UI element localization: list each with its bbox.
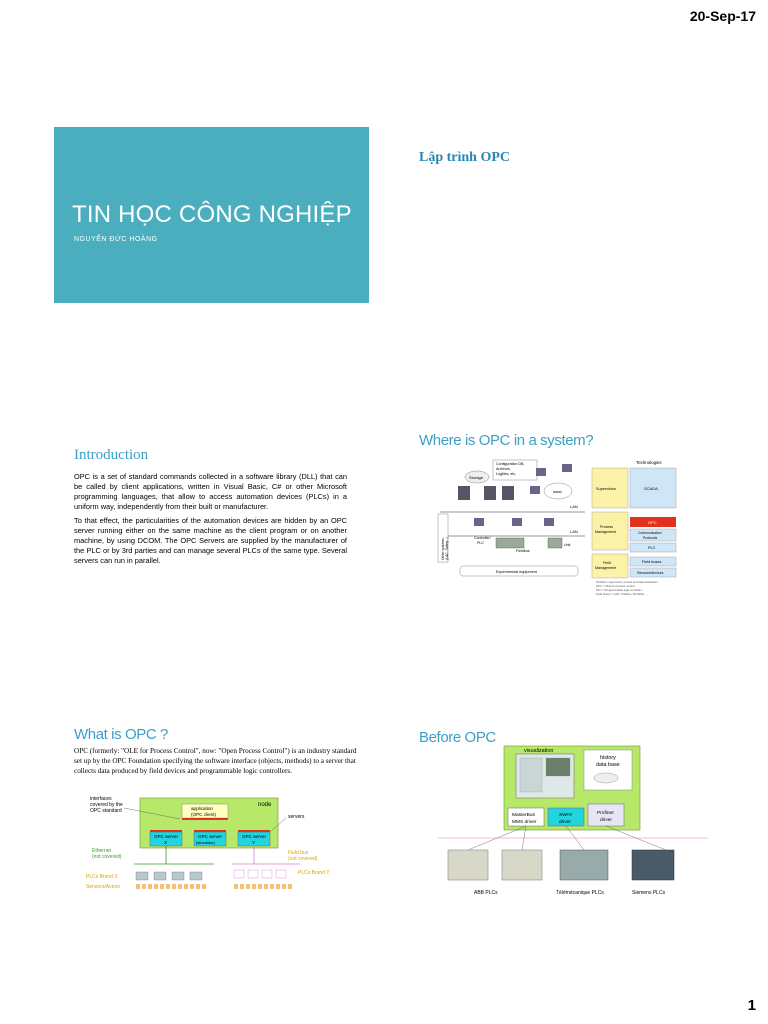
- interface-bar: [194, 830, 226, 832]
- workstation-icon: [474, 518, 484, 526]
- plc-y-row: [234, 870, 286, 878]
- sensor-icon: [270, 884, 274, 889]
- storage-label: Storage: [469, 475, 484, 480]
- plc-brand-label: Siemens PLCs: [632, 890, 666, 896]
- sensor-icon: [246, 884, 250, 889]
- where-opc-title: Where is OPC in a system?: [419, 432, 594, 449]
- workstation-icon: [536, 468, 546, 476]
- config-label: Configuration DB,: [496, 462, 525, 466]
- server-label: OPC server: [242, 834, 266, 839]
- plc-y-label: PLCs Brand Y: [298, 870, 330, 876]
- workstation-icon: [544, 518, 554, 526]
- legend-line: SCADA = supervisory control and data acquisition: [596, 580, 658, 584]
- abb-plc-icon: [448, 850, 488, 880]
- database-icon: [594, 773, 618, 783]
- interface-bar: [150, 830, 182, 832]
- controller-label: PLC: [477, 541, 484, 545]
- sensor-icon: [202, 884, 206, 889]
- fieldbus-label: (not covered): [288, 856, 318, 862]
- server-icon: [502, 486, 514, 500]
- sensor-icon: [172, 884, 176, 889]
- driver-label: MasterBus: [512, 813, 535, 818]
- experimental-label: Experimental equipment: [496, 570, 537, 574]
- slide2-title: Lập trình OPC: [419, 150, 511, 165]
- server-label: (simulator): [196, 840, 215, 845]
- tech-label: Sensors/devices: [637, 571, 664, 575]
- level-label: Process: [600, 525, 613, 529]
- server-label: OPC server: [198, 834, 222, 839]
- intro-paragraph: To that effect, the particularities of the automation devices are hidden by an OPC server running either on the same machine as the client program or on another machine, by using DCOM. The OPC Servers are supplied by the manufacturer of the PLC or by 3rd parties and can manage several PLCs of the same type. Several servers can run in parallel.: [74, 516, 347, 565]
- sensor-icon: [258, 884, 262, 889]
- cover-slide: [54, 127, 369, 303]
- before-opc-diagram: [438, 742, 708, 898]
- plc-x-label: PLCs Brand X: [86, 874, 118, 880]
- node-label: node: [258, 802, 272, 808]
- unit-rack-icon: [548, 538, 562, 548]
- sensor-icon: [190, 884, 194, 889]
- siemens-plc-icon: [632, 850, 674, 880]
- interfaces-label: interfaces: [90, 796, 112, 802]
- history-label: history: [600, 755, 616, 761]
- workstation-icon: [512, 518, 522, 526]
- other-systems-label: Other systems: [441, 538, 445, 560]
- tech-label: OPC: [648, 520, 657, 525]
- abb-plc-icon: [502, 850, 542, 880]
- tech-label: Communication: [638, 531, 662, 535]
- workstation-icon: [530, 486, 540, 494]
- plc-x-row: [136, 872, 202, 880]
- legend-line: OPC = OLE for process control: [596, 584, 635, 588]
- plc-icon: [190, 872, 202, 880]
- level-label: Management: [595, 566, 616, 570]
- driver-label: driver: [600, 818, 612, 823]
- driver-label: MMS driver: [512, 820, 537, 825]
- plc-brand-label: ABB PLCs: [474, 890, 498, 896]
- fieldbus-label: Field bus: [288, 850, 309, 856]
- level-label: Management: [595, 530, 616, 534]
- intro-paragraph: OPC is a set of standard commands collected in a software library (DLL) that can be called by client applications, written in Visual Basic, C# or other Microsoft programming languages, that allow to access automation devices (PLCs) in a uniform way, independently from their built or manufacturer.: [74, 472, 347, 511]
- before-opc-title: Before OPC: [419, 729, 496, 746]
- tech-label: Protocols: [643, 536, 658, 540]
- cover-author: NGUYỄN ĐỨC HOÀNG: [74, 236, 158, 243]
- sensors-row-x: [136, 884, 206, 889]
- intro-title: Introduction: [74, 447, 149, 463]
- servers-label: servers: [288, 814, 305, 820]
- history-label: data base: [596, 762, 620, 768]
- sensors-row-y: [234, 884, 292, 889]
- interface-bar: [182, 818, 228, 820]
- ethernet-label: Ethernet: [92, 848, 111, 854]
- plc-rack-icon: [496, 538, 524, 548]
- legend-line: PLC = Programmable logic controller: [596, 588, 642, 592]
- config-label: Archives,: [496, 467, 511, 471]
- legend-line: Field buses = CAN, Profibus, WorldFip, ...: [596, 592, 648, 596]
- sensor-icon: [276, 884, 280, 889]
- sensor-icon: [196, 884, 200, 889]
- opc-standard-diagram: [84, 794, 364, 894]
- sensor-icon: [148, 884, 152, 889]
- plc-icon: [262, 870, 272, 878]
- sensor-icon: [282, 884, 286, 889]
- sensor-icon: [142, 884, 146, 889]
- sensors-label: Sensors/Actors: [86, 884, 120, 890]
- server-label: X: [164, 840, 168, 845]
- sensor-icon: [136, 884, 140, 889]
- interfaces-label: covered by the: [90, 802, 123, 808]
- plc-icon: [234, 870, 244, 878]
- fieldbus-label: Fieldbus: [516, 549, 530, 553]
- interfaces-label: OPC standard: [90, 808, 122, 814]
- tech-label: PLC: [648, 546, 656, 550]
- unit-label: Unit: [564, 543, 571, 547]
- tech-label: SCADA: [644, 486, 658, 491]
- intro-body: [74, 472, 347, 570]
- driver-label: driver: [559, 820, 571, 825]
- level-label: Supervision: [596, 487, 616, 491]
- sensor-icon: [154, 884, 158, 889]
- system-diagram: [430, 456, 680, 606]
- workstation-icon: [562, 464, 572, 472]
- screen-panel: [520, 758, 542, 792]
- technologies-label: Technologies: [636, 460, 662, 465]
- client-label: application: [191, 806, 213, 811]
- what-opc-title: What is OPC ?: [74, 726, 168, 743]
- sensor-icon: [252, 884, 256, 889]
- plc-brand-label: Télémécanique PLCs: [556, 890, 604, 896]
- plc-icon: [276, 870, 286, 878]
- sensor-icon: [264, 884, 268, 889]
- config-label: Logfiles, etc.: [496, 472, 517, 476]
- server-label: OPC server: [154, 834, 178, 839]
- other-systems-label: (LAC, Safety...): [445, 537, 449, 560]
- level-label: Field: [603, 561, 611, 565]
- slide-date: 20-Sep-17: [689, 8, 756, 24]
- sensor-icon: [160, 884, 164, 889]
- www-label: www: [553, 489, 562, 494]
- plc-icon: [154, 872, 166, 880]
- sensor-icon: [166, 884, 170, 889]
- controller-label: Controller/: [474, 536, 491, 540]
- visualization-label: visualization: [524, 748, 554, 754]
- plc-icon: [172, 872, 184, 880]
- sensor-icon: [240, 884, 244, 889]
- page-number: 1: [747, 997, 756, 1014]
- server-icon: [484, 486, 496, 500]
- driver-label: Profinet: [597, 811, 614, 816]
- telemecanique-plc-icon: [560, 850, 608, 880]
- sensor-icon: [184, 884, 188, 889]
- lan-label: LAN: [570, 504, 578, 509]
- sensor-icon: [288, 884, 292, 889]
- screen-panel: [546, 758, 570, 776]
- tech-label: Field buses: [642, 560, 662, 564]
- what-opc-body: OPC (formerly: "OLE for Process Control", now: "Open Process Control") is an industry standard set up by the OPC Foundation specifying the software interface (objects, methods) to a server that collects data produced by field devices and programmable logic controllers.: [74, 747, 357, 775]
- driver-label: XWAY: [559, 813, 573, 818]
- cover-title: TIN HỌC CÔNG NGHIỆP: [72, 201, 352, 228]
- interface-bar: [238, 830, 270, 832]
- ethernet-label: (not covered): [92, 854, 122, 860]
- server-icon: [458, 486, 470, 500]
- sensor-icon: [234, 884, 238, 889]
- plc-icon: [248, 870, 258, 878]
- lan-label: LAN: [570, 529, 578, 534]
- server-label: Y: [252, 840, 256, 845]
- sensor-icon: [178, 884, 182, 889]
- plc-icon: [136, 872, 148, 880]
- client-label: (OPC client): [191, 812, 217, 817]
